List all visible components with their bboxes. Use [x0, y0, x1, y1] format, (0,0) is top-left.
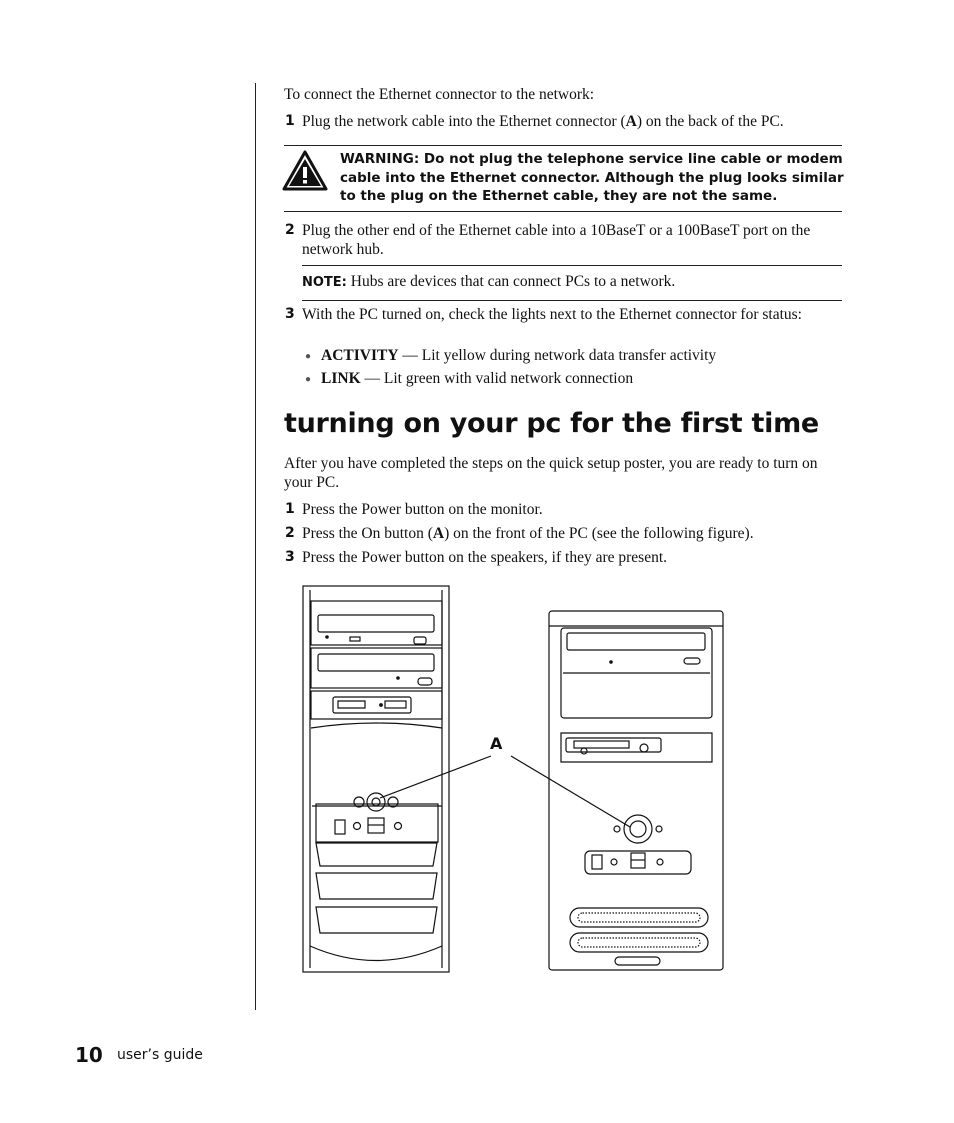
- callout-leader-lines: [380, 756, 630, 827]
- footer-label: user’s guide: [117, 1047, 203, 1063]
- step-a3-number: 3: [285, 306, 295, 322]
- tower-pc-left-illustration: [303, 586, 449, 972]
- step-b1-number: 1: [285, 501, 295, 517]
- step-a1-text: Plug the network cable into the Ethernet connector (A) on the back of the PC.: [302, 113, 784, 130]
- section-heading: turning on your pc for the first time: [284, 408, 819, 439]
- bullet-dot-icon: ●: [305, 351, 312, 362]
- bullet-dot-icon: ●: [305, 374, 312, 385]
- step-b1-text: Press the Power button on the monitor.: [302, 501, 543, 518]
- step-a1-number: 1: [285, 113, 295, 129]
- intro-text: To connect the Ethernet connector to the network:: [284, 86, 595, 103]
- step-b3-number: 3: [285, 549, 295, 565]
- step-a2-text: Plug the other end of the Ethernet cable into a 10BaseT or a 100BaseT port on the network hub.: [302, 222, 811, 258]
- section-intro: After you have completed the steps on the quick setup poster, you are ready to turn on your PC.: [284, 455, 818, 491]
- page-number: 10: [75, 1043, 103, 1067]
- step-a3-text: With the PC turned on, check the lights next to the Ethernet connector for status:: [302, 306, 802, 323]
- bullet-link: LINK — Lit green with valid network connection: [321, 370, 634, 387]
- step-b2-text: Press the On button (A) on the front of the PC (see the following figure).: [302, 525, 754, 542]
- callout-label-a: A: [490, 734, 503, 753]
- note-text: Hubs are devices that can connect PCs to a network.: [346, 273, 676, 290]
- slim-pc-right-illustration: [549, 611, 723, 970]
- step-b2-number: 2: [285, 525, 295, 541]
- bullet-activity: ACTIVITY — Lit yellow during network data transfer activity: [321, 347, 717, 364]
- step-b3-text: Press the Power button on the speakers, if they are present.: [302, 549, 668, 566]
- warning-text: WARNING: Do not plug the telephone service line cable or modem cable into the Ethernet connector. Although the plug looks similar to the plug on the Ethernet cable, they are not the same.: [340, 151, 844, 204]
- step-a2-number: 2: [285, 222, 295, 238]
- note-label: NOTE:: [302, 275, 347, 290]
